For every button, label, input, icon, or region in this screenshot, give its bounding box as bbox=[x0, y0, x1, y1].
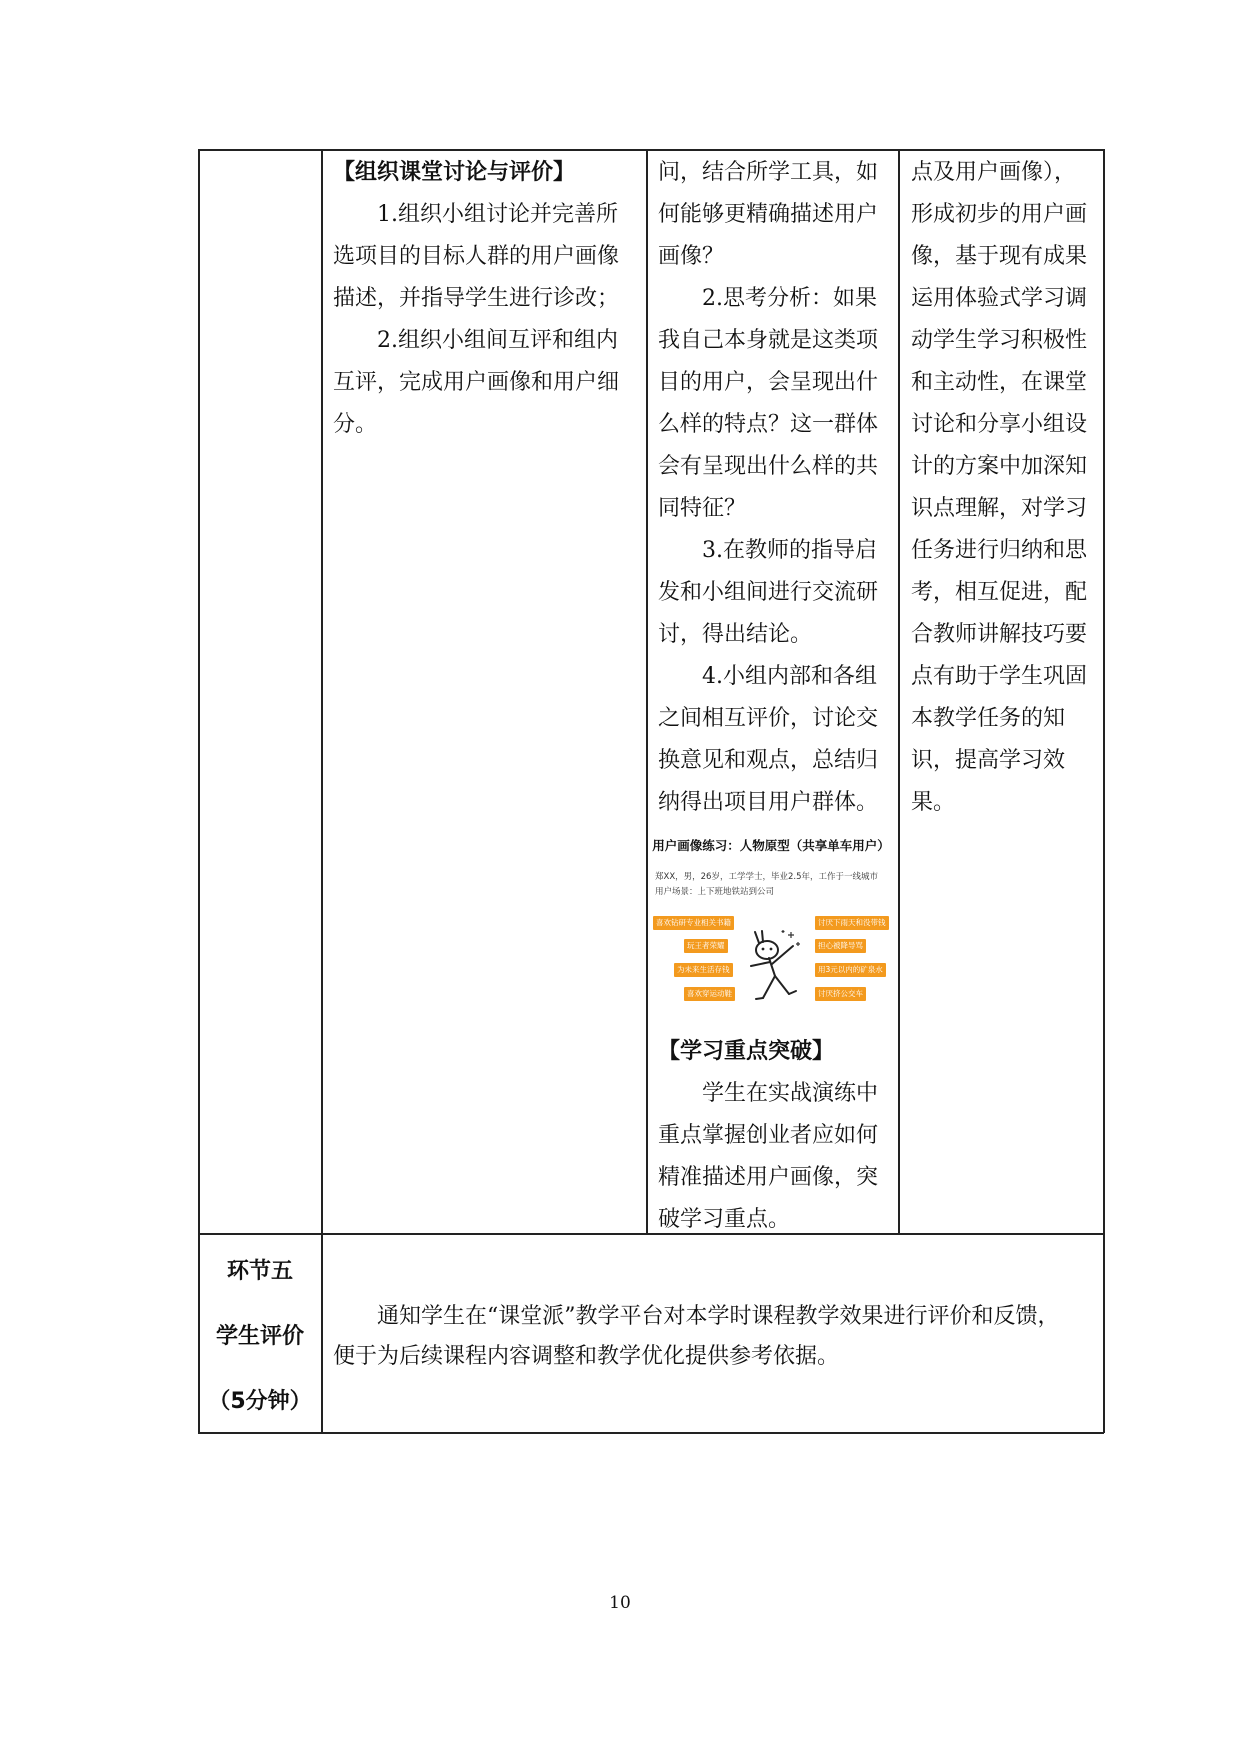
table-left-border bbox=[198, 149, 200, 1433]
table-bottom-border bbox=[198, 1432, 1104, 1434]
persona-tag: 喜欢穿运动鞋 bbox=[684, 987, 735, 1001]
persona-tag: 喜欢钻研专业相关书籍 bbox=[653, 916, 734, 930]
design-intent-text: 点及用户画像），形成初步的用户画像，基于现有成果运用体验式学习调动学生学习积极性和主动性，在课堂讨论和分享小组设计的方案中加深知识点理解，对学习任务进行归纳和思考，相互促进，配合教师讲解技巧要点有助于学生巩固本教学任务的知识，提高学习效果。 bbox=[911, 160, 1088, 815]
table-top-border bbox=[198, 149, 1104, 151]
persona-title: 用户画像练习：人物原型（共享单车用户） bbox=[652, 838, 890, 853]
page-number: 10 bbox=[609, 1593, 631, 1613]
col-divider-3 bbox=[898, 149, 900, 1234]
dabbing-figure-icon bbox=[743, 928, 803, 1002]
persona-tag: 用3元以内的矿泉水 bbox=[815, 963, 886, 977]
persona-tag: 为未来生活存钱 bbox=[674, 963, 733, 977]
row-divider bbox=[198, 1233, 1104, 1235]
persona-info-line2: 用户场景：上下班地铁站到公司 bbox=[655, 887, 775, 897]
table-right-border bbox=[1103, 149, 1105, 1433]
col-divider-1 bbox=[321, 149, 323, 1433]
teacher-activity-item-1: 1.组织小组讨论并完善所选项目的目标人群的用户画像描述，并指导学生进行诊改； bbox=[333, 202, 620, 311]
persona-tag: 讨厌挤公交车 bbox=[815, 987, 866, 1001]
persona-tag: 玩王者荣耀 bbox=[684, 939, 728, 953]
section5-content-line1: 通知学生在“课堂派”教学平台对本学时课程教学效果进行评价和反馈， bbox=[377, 1304, 1060, 1329]
persona-tag: 担心被降导骂 bbox=[815, 939, 866, 953]
key-point-paragraph: 学生在实战演练中重点掌握创业者应如何精准描述用户画像，突破学习重点。 bbox=[658, 1081, 879, 1232]
section5-content-line2: 便于为后续课程内容调整和教学优化提供参考依据。 bbox=[333, 1344, 840, 1369]
student-activity-para-3: 3.在教师的指导启发和小组间进行交流研讨，得出结论。 bbox=[658, 538, 879, 647]
student-activity-para-4: 4.小组内部和各组之间相互评价，讨论交换意见和观点，总结归纳得出项目用户群体。 bbox=[658, 664, 879, 815]
section5-content bbox=[333, 1297, 1099, 1377]
student-activity-para-2: 2.思考分析：如果我自己本身就是这类项目的用户，会呈现出什么样的特点？这一群体会有呈现出什么样的共同特征？ bbox=[658, 286, 879, 521]
student-activity-para-1: 问，结合所学工具，如何能够更精确描述用户画像？ bbox=[658, 160, 879, 269]
teacher-activity-heading: 【组织课堂讨论与评价】 bbox=[333, 160, 576, 185]
student-activity-cell bbox=[658, 152, 888, 824]
key-point-cell bbox=[658, 1031, 888, 1241]
teacher-activity-cell bbox=[333, 152, 635, 446]
col-divider-2 bbox=[646, 149, 648, 1234]
section5-label-line3: （5分钟） bbox=[208, 1389, 312, 1414]
persona-tag: 讨厌下雨天和没带钱 bbox=[815, 916, 889, 930]
teacher-activity-item-2: 2.组织小组间互评和组内互评，完成用户画像和用户细分。 bbox=[333, 328, 620, 437]
section5-label-line1: 环节五 bbox=[226, 1259, 293, 1284]
persona-info-line1: 郑XX，男，26岁，工学学士，毕业2.5年，工作于一线城市 bbox=[655, 872, 878, 882]
key-point-heading: 【学习重点突破】 bbox=[658, 1039, 835, 1064]
section5-label-line2: 学生评价 bbox=[215, 1324, 304, 1349]
design-intent-cell bbox=[911, 152, 1097, 824]
persona-image bbox=[651, 836, 891, 1006]
